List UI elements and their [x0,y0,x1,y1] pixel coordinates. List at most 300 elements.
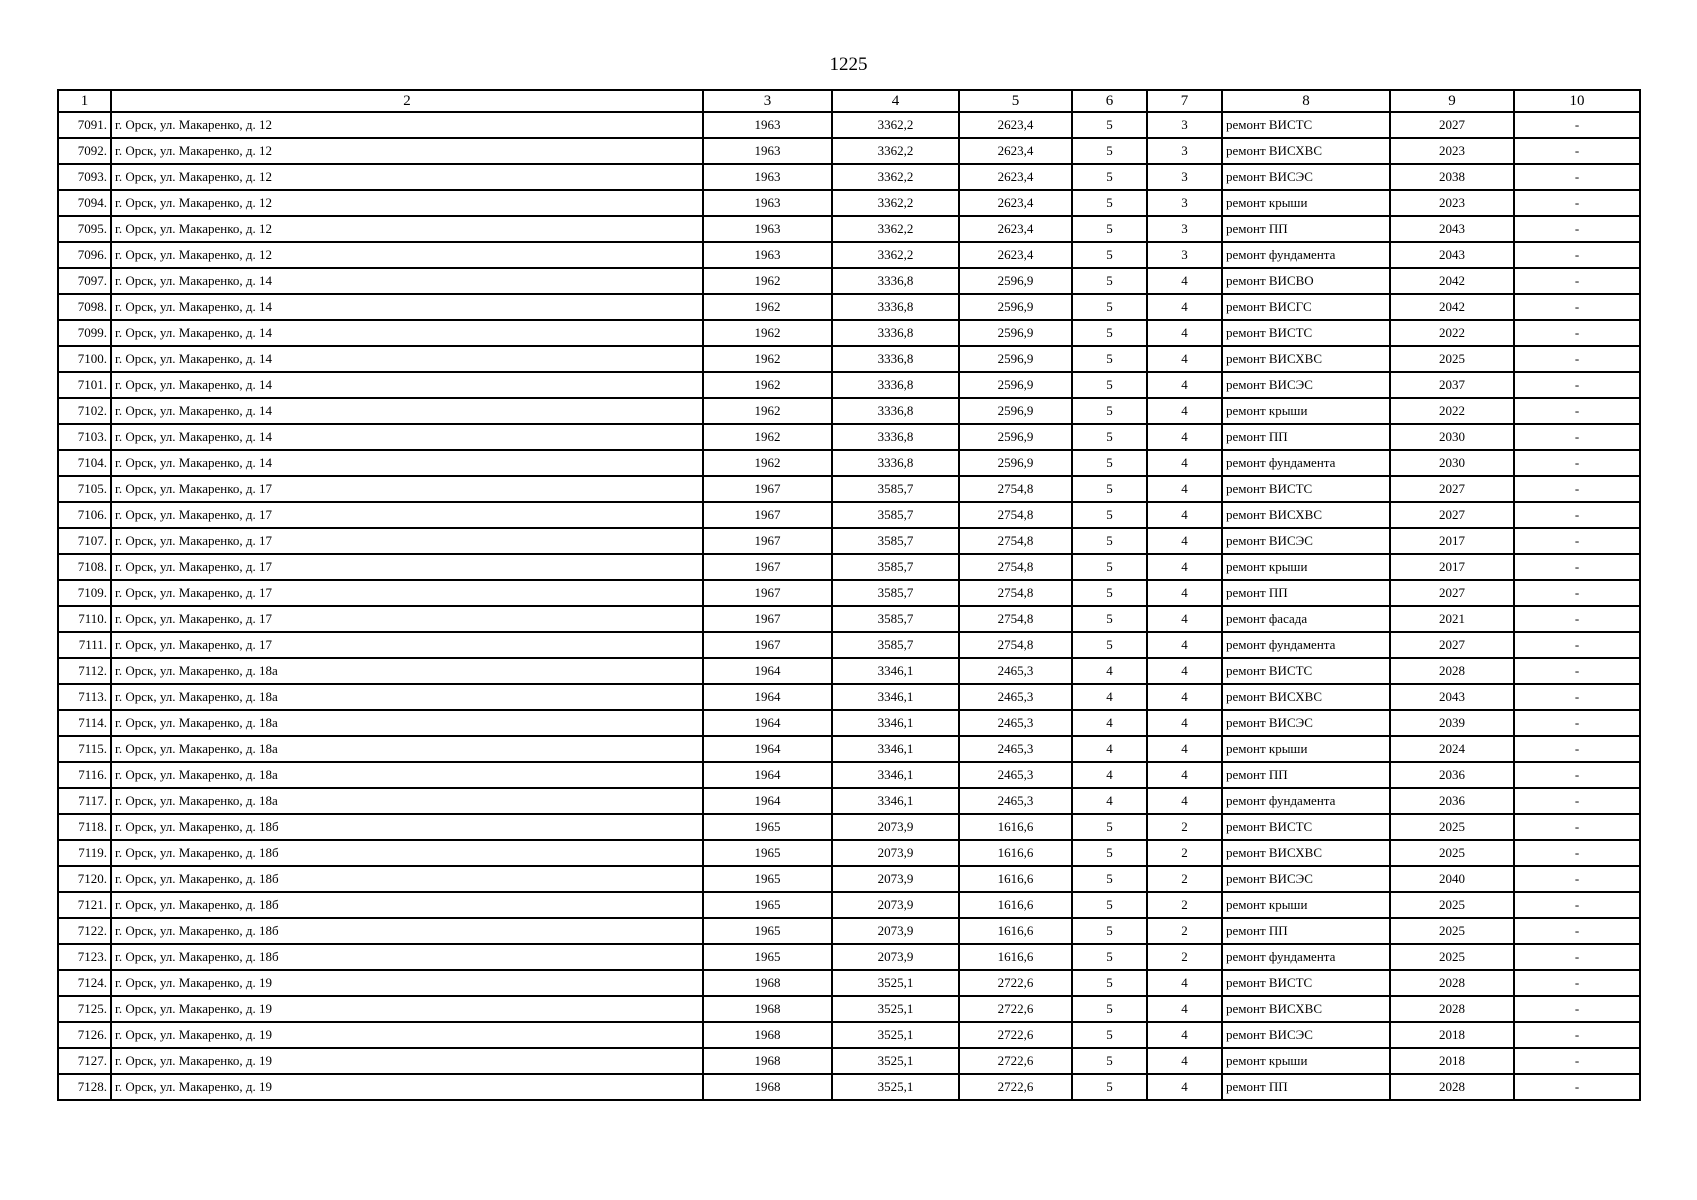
cell-work-type: ремонт ВИСЭС [1222,372,1390,398]
cell-address: г. Орск, ул. Макаренко, д. 17 [111,502,703,528]
cell-total-area: 3346,1 [832,762,959,788]
cell-work-type: ремонт ВИСТС [1222,476,1390,502]
cell-row-number: 7122. [58,918,111,944]
cell-total-area: 3336,8 [832,320,959,346]
cell-floors: 4 [1072,762,1147,788]
cell-floors: 5 [1072,840,1147,866]
cell-build-year: 1962 [703,372,832,398]
cell-total-area: 3336,8 [832,372,959,398]
cell-entrances: 3 [1147,190,1222,216]
column-header-9: 9 [1390,90,1514,112]
table-row [58,970,1640,996]
cell-planned-year: 2024 [1390,736,1514,762]
cell-living-area: 2596,9 [959,372,1072,398]
cell-note: - [1514,814,1640,840]
cell-address: г. Орск, ул. Макаренко, д. 19 [111,1074,703,1100]
cell-floors: 5 [1072,424,1147,450]
cell-entrances: 4 [1147,684,1222,710]
cell-total-area: 3585,7 [832,580,959,606]
cell-build-year: 1968 [703,1074,832,1100]
cell-row-number: 7100. [58,346,111,372]
cell-row-number: 7119. [58,840,111,866]
cell-build-year: 1962 [703,294,832,320]
cell-living-area: 2596,9 [959,320,1072,346]
cell-work-type: ремонт ВИСХВС [1222,138,1390,164]
cell-planned-year: 2028 [1390,996,1514,1022]
cell-work-type: ремонт крыши [1222,554,1390,580]
column-header-7: 7 [1147,90,1222,112]
cell-build-year: 1965 [703,944,832,970]
cell-note: - [1514,164,1640,190]
cell-planned-year: 2043 [1390,216,1514,242]
cell-total-area: 3362,2 [832,112,959,138]
cell-note: - [1514,840,1640,866]
cell-floors: 5 [1072,398,1147,424]
cell-build-year: 1962 [703,450,832,476]
cell-total-area: 2073,9 [832,840,959,866]
cell-address: г. Орск, ул. Макаренко, д. 17 [111,580,703,606]
cell-planned-year: 2022 [1390,320,1514,346]
cell-note: - [1514,424,1640,450]
table-row [58,294,1640,320]
cell-planned-year: 2027 [1390,580,1514,606]
cell-row-number: 7093. [58,164,111,190]
cell-living-area: 2465,3 [959,658,1072,684]
cell-row-number: 7111. [58,632,111,658]
cell-work-type: ремонт фундамента [1222,242,1390,268]
cell-work-type: ремонт ВИСЭС [1222,710,1390,736]
cell-total-area: 3346,1 [832,658,959,684]
cell-living-area: 1616,6 [959,814,1072,840]
cell-work-type: ремонт ВИСТС [1222,658,1390,684]
cell-note: - [1514,476,1640,502]
cell-living-area: 2722,6 [959,970,1072,996]
cell-note: - [1514,242,1640,268]
cell-living-area: 2623,4 [959,242,1072,268]
cell-entrances: 4 [1147,450,1222,476]
cell-work-type: ремонт фундамента [1222,944,1390,970]
cell-planned-year: 2023 [1390,190,1514,216]
cell-entrances: 4 [1147,1074,1222,1100]
cell-floors: 5 [1072,190,1147,216]
table-row [58,372,1640,398]
cell-build-year: 1964 [703,710,832,736]
cell-work-type: ремонт ВИСЭС [1222,528,1390,554]
cell-floors: 5 [1072,164,1147,190]
cell-living-area: 2465,3 [959,788,1072,814]
cell-work-type: ремонт фасада [1222,606,1390,632]
cell-planned-year: 2040 [1390,866,1514,892]
cell-note: - [1514,1074,1640,1100]
cell-work-type: ремонт ВИСТС [1222,112,1390,138]
cell-floors: 4 [1072,736,1147,762]
table-row [58,658,1640,684]
cell-planned-year: 2036 [1390,788,1514,814]
cell-note: - [1514,918,1640,944]
cell-floors: 5 [1072,892,1147,918]
table-row [58,476,1640,502]
table-row [58,840,1640,866]
cell-row-number: 7113. [58,684,111,710]
cell-floors: 4 [1072,710,1147,736]
cell-work-type: ремонт ВИСВО [1222,268,1390,294]
cell-planned-year: 2025 [1390,346,1514,372]
cell-entrances: 4 [1147,1048,1222,1074]
cell-note: - [1514,502,1640,528]
cell-note: - [1514,892,1640,918]
cell-row-number: 7112. [58,658,111,684]
cell-living-area: 2754,8 [959,554,1072,580]
table-body [58,112,1640,1100]
cell-note: - [1514,788,1640,814]
cell-build-year: 1967 [703,580,832,606]
cell-living-area: 2754,8 [959,502,1072,528]
cell-row-number: 7115. [58,736,111,762]
cell-work-type: ремонт ПП [1222,424,1390,450]
cell-row-number: 7106. [58,502,111,528]
cell-work-type: ремонт крыши [1222,892,1390,918]
table-row [58,996,1640,1022]
cell-total-area: 3585,7 [832,476,959,502]
cell-row-number: 7103. [58,424,111,450]
cell-address: г. Орск, ул. Макаренко, д. 18а [111,658,703,684]
cell-total-area: 3525,1 [832,970,959,996]
cell-entrances: 2 [1147,944,1222,970]
cell-total-area: 3585,7 [832,554,959,580]
table-row [58,866,1640,892]
cell-row-number: 7120. [58,866,111,892]
cell-build-year: 1964 [703,762,832,788]
cell-living-area: 2596,9 [959,294,1072,320]
cell-row-number: 7104. [58,450,111,476]
cell-planned-year: 2042 [1390,268,1514,294]
cell-address: г. Орск, ул. Макаренко, д. 19 [111,996,703,1022]
column-header-2: 2 [111,90,703,112]
cell-entrances: 4 [1147,268,1222,294]
cell-row-number: 7114. [58,710,111,736]
cell-build-year: 1964 [703,684,832,710]
cell-planned-year: 2018 [1390,1022,1514,1048]
cell-build-year: 1967 [703,554,832,580]
cell-living-area: 2465,3 [959,684,1072,710]
cell-address: г. Орск, ул. Макаренко, д. 12 [111,190,703,216]
cell-planned-year: 2042 [1390,294,1514,320]
cell-note: - [1514,554,1640,580]
cell-row-number: 7096. [58,242,111,268]
column-header-8: 8 [1222,90,1390,112]
cell-row-number: 7125. [58,996,111,1022]
table-row [58,788,1640,814]
column-header-3: 3 [703,90,832,112]
cell-floors: 5 [1072,970,1147,996]
cell-build-year: 1967 [703,632,832,658]
cell-note: - [1514,216,1640,242]
cell-living-area: 2754,8 [959,606,1072,632]
cell-build-year: 1964 [703,736,832,762]
column-header-5: 5 [959,90,1072,112]
cell-entrances: 3 [1147,138,1222,164]
cell-row-number: 7097. [58,268,111,294]
cell-address: г. Орск, ул. Макаренко, д. 12 [111,242,703,268]
table-row [58,112,1640,138]
cell-entrances: 4 [1147,1022,1222,1048]
cell-floors: 5 [1072,1074,1147,1100]
cell-total-area: 2073,9 [832,866,959,892]
cell-floors: 5 [1072,372,1147,398]
cell-build-year: 1967 [703,606,832,632]
cell-living-area: 2596,9 [959,268,1072,294]
cell-build-year: 1963 [703,138,832,164]
cell-entrances: 4 [1147,736,1222,762]
cell-address: г. Орск, ул. Макаренко, д. 18а [111,736,703,762]
cell-address: г. Орск, ул. Макаренко, д. 17 [111,476,703,502]
cell-floors: 4 [1072,658,1147,684]
cell-planned-year: 2030 [1390,424,1514,450]
cell-total-area: 3346,1 [832,710,959,736]
cell-total-area: 3525,1 [832,1074,959,1100]
cell-row-number: 7121. [58,892,111,918]
header-row [58,90,1640,112]
cell-living-area: 1616,6 [959,944,1072,970]
table-row [58,632,1640,658]
cell-total-area: 3336,8 [832,424,959,450]
cell-planned-year: 2025 [1390,944,1514,970]
cell-note: - [1514,684,1640,710]
cell-floors: 5 [1072,944,1147,970]
cell-living-area: 2623,4 [959,138,1072,164]
cell-address: г. Орск, ул. Макаренко, д. 14 [111,294,703,320]
cell-row-number: 7128. [58,1074,111,1100]
cell-build-year: 1965 [703,840,832,866]
cell-planned-year: 2025 [1390,814,1514,840]
cell-note: - [1514,606,1640,632]
table-row [58,164,1640,190]
cell-note: - [1514,996,1640,1022]
cell-planned-year: 2021 [1390,606,1514,632]
cell-note: - [1514,346,1640,372]
table-row [58,554,1640,580]
table-row [58,346,1640,372]
cell-build-year: 1965 [703,866,832,892]
cell-floors: 5 [1072,320,1147,346]
table-row [58,424,1640,450]
cell-address: г. Орск, ул. Макаренко, д. 18а [111,762,703,788]
cell-entrances: 4 [1147,528,1222,554]
cell-planned-year: 2028 [1390,1074,1514,1100]
cell-floors: 5 [1072,554,1147,580]
cell-build-year: 1965 [703,814,832,840]
cell-total-area: 3525,1 [832,1022,959,1048]
cell-row-number: 7118. [58,814,111,840]
cell-living-area: 2722,6 [959,1022,1072,1048]
cell-note: - [1514,970,1640,996]
cell-note: - [1514,710,1640,736]
cell-floors: 5 [1072,216,1147,242]
cell-living-area: 2722,6 [959,1048,1072,1074]
cell-build-year: 1963 [703,164,832,190]
cell-entrances: 4 [1147,372,1222,398]
cell-planned-year: 2025 [1390,918,1514,944]
cell-address: г. Орск, ул. Макаренко, д. 19 [111,1022,703,1048]
cell-build-year: 1968 [703,1022,832,1048]
cell-floors: 5 [1072,294,1147,320]
cell-row-number: 7108. [58,554,111,580]
cell-planned-year: 2027 [1390,112,1514,138]
table-row [58,918,1640,944]
cell-planned-year: 2025 [1390,840,1514,866]
cell-planned-year: 2027 [1390,502,1514,528]
cell-build-year: 1962 [703,424,832,450]
cell-total-area: 3585,7 [832,632,959,658]
cell-living-area: 2623,4 [959,216,1072,242]
cell-total-area: 3336,8 [832,268,959,294]
cell-address: г. Орск, ул. Макаренко, д. 14 [111,450,703,476]
cell-work-type: ремонт ВИСТС [1222,814,1390,840]
cell-total-area: 3336,8 [832,450,959,476]
cell-floors: 5 [1072,502,1147,528]
cell-row-number: 7127. [58,1048,111,1074]
cell-build-year: 1968 [703,996,832,1022]
cell-planned-year: 2028 [1390,970,1514,996]
cell-entrances: 4 [1147,294,1222,320]
cell-work-type: ремонт крыши [1222,1048,1390,1074]
cell-floors: 5 [1072,112,1147,138]
cell-living-area: 2722,6 [959,1074,1072,1100]
cell-living-area: 2596,9 [959,424,1072,450]
cell-work-type: ремонт крыши [1222,736,1390,762]
cell-row-number: 7109. [58,580,111,606]
table-row [58,242,1640,268]
cell-work-type: ремонт ВИСХВС [1222,346,1390,372]
cell-row-number: 7099. [58,320,111,346]
cell-entrances: 2 [1147,840,1222,866]
cell-address: г. Орск, ул. Макаренко, д. 18б [111,840,703,866]
cell-work-type: ремонт фундамента [1222,450,1390,476]
cell-living-area: 2722,6 [959,996,1072,1022]
cell-floors: 4 [1072,788,1147,814]
cell-address: г. Орск, ул. Макаренко, д. 19 [111,970,703,996]
cell-note: - [1514,138,1640,164]
cell-row-number: 7095. [58,216,111,242]
cell-note: - [1514,450,1640,476]
cell-address: г. Орск, ул. Макаренко, д. 18а [111,684,703,710]
table-row [58,684,1640,710]
cell-entrances: 4 [1147,320,1222,346]
table-row [58,190,1640,216]
cell-note: - [1514,1048,1640,1074]
cell-address: г. Орск, ул. Макаренко, д. 14 [111,372,703,398]
cell-address: г. Орск, ул. Макаренко, д. 12 [111,164,703,190]
cell-entrances: 4 [1147,788,1222,814]
cell-note: - [1514,866,1640,892]
cell-living-area: 2465,3 [959,762,1072,788]
cell-living-area: 2754,8 [959,580,1072,606]
cell-living-area: 2596,9 [959,346,1072,372]
cell-floors: 5 [1072,346,1147,372]
table-row [58,1022,1640,1048]
cell-address: г. Орск, ул. Макаренко, д. 18б [111,918,703,944]
cell-row-number: 7098. [58,294,111,320]
cell-note: - [1514,1022,1640,1048]
cell-build-year: 1967 [703,502,832,528]
table-row [58,814,1640,840]
cell-address: г. Орск, ул. Макаренко, д. 14 [111,398,703,424]
cell-address: г. Орск, ул. Макаренко, д. 17 [111,606,703,632]
cell-build-year: 1963 [703,216,832,242]
cell-planned-year: 2025 [1390,892,1514,918]
cell-total-area: 3585,7 [832,606,959,632]
cell-entrances: 4 [1147,580,1222,606]
cell-work-type: ремонт ВИСХВС [1222,502,1390,528]
table-row [58,1048,1640,1074]
table-row [58,502,1640,528]
cell-living-area: 2623,4 [959,112,1072,138]
column-header-10: 10 [1514,90,1640,112]
cell-entrances: 4 [1147,710,1222,736]
cell-row-number: 7107. [58,528,111,554]
cell-build-year: 1968 [703,1048,832,1074]
table-row [58,320,1640,346]
cell-note: - [1514,320,1640,346]
cell-total-area: 3336,8 [832,346,959,372]
cell-planned-year: 2017 [1390,554,1514,580]
cell-build-year: 1963 [703,112,832,138]
cell-floors: 5 [1072,1022,1147,1048]
cell-planned-year: 2043 [1390,242,1514,268]
cell-floors: 5 [1072,632,1147,658]
cell-total-area: 3336,8 [832,294,959,320]
page-number: 1225 [829,54,868,75]
cell-note: - [1514,294,1640,320]
cell-floors: 5 [1072,866,1147,892]
cell-entrances: 4 [1147,502,1222,528]
cell-address: г. Орск, ул. Макаренко, д. 18б [111,892,703,918]
cell-total-area: 3362,2 [832,190,959,216]
table-row [58,580,1640,606]
cell-living-area: 1616,6 [959,866,1072,892]
cell-note: - [1514,632,1640,658]
cell-floors: 5 [1072,138,1147,164]
cell-work-type: ремонт ВИСЭС [1222,164,1390,190]
cell-address: г. Орск, ул. Макаренко, д. 12 [111,112,703,138]
cell-living-area: 2623,4 [959,164,1072,190]
cell-address: г. Орск, ул. Макаренко, д. 14 [111,424,703,450]
cell-total-area: 3362,2 [832,242,959,268]
cell-work-type: ремонт ВИСХВС [1222,840,1390,866]
cell-floors: 5 [1072,476,1147,502]
cell-entrances: 2 [1147,918,1222,944]
cell-row-number: 7102. [58,398,111,424]
cell-build-year: 1962 [703,398,832,424]
cell-total-area: 3346,1 [832,788,959,814]
cell-entrances: 3 [1147,242,1222,268]
cell-address: г. Орск, ул. Макаренко, д. 14 [111,346,703,372]
cell-entrances: 4 [1147,424,1222,450]
cell-planned-year: 2039 [1390,710,1514,736]
cell-address: г. Орск, ул. Макаренко, д. 18б [111,944,703,970]
cell-build-year: 1963 [703,190,832,216]
table-row [58,528,1640,554]
cell-note: - [1514,944,1640,970]
cell-address: г. Орск, ул. Макаренко, д. 14 [111,268,703,294]
table-row [58,268,1640,294]
cell-address: г. Орск, ул. Макаренко, д. 12 [111,138,703,164]
cell-planned-year: 2030 [1390,450,1514,476]
cell-address: г. Орск, ул. Макаренко, д. 17 [111,632,703,658]
cell-living-area: 2754,8 [959,528,1072,554]
cell-note: - [1514,528,1640,554]
column-header-4: 4 [832,90,959,112]
